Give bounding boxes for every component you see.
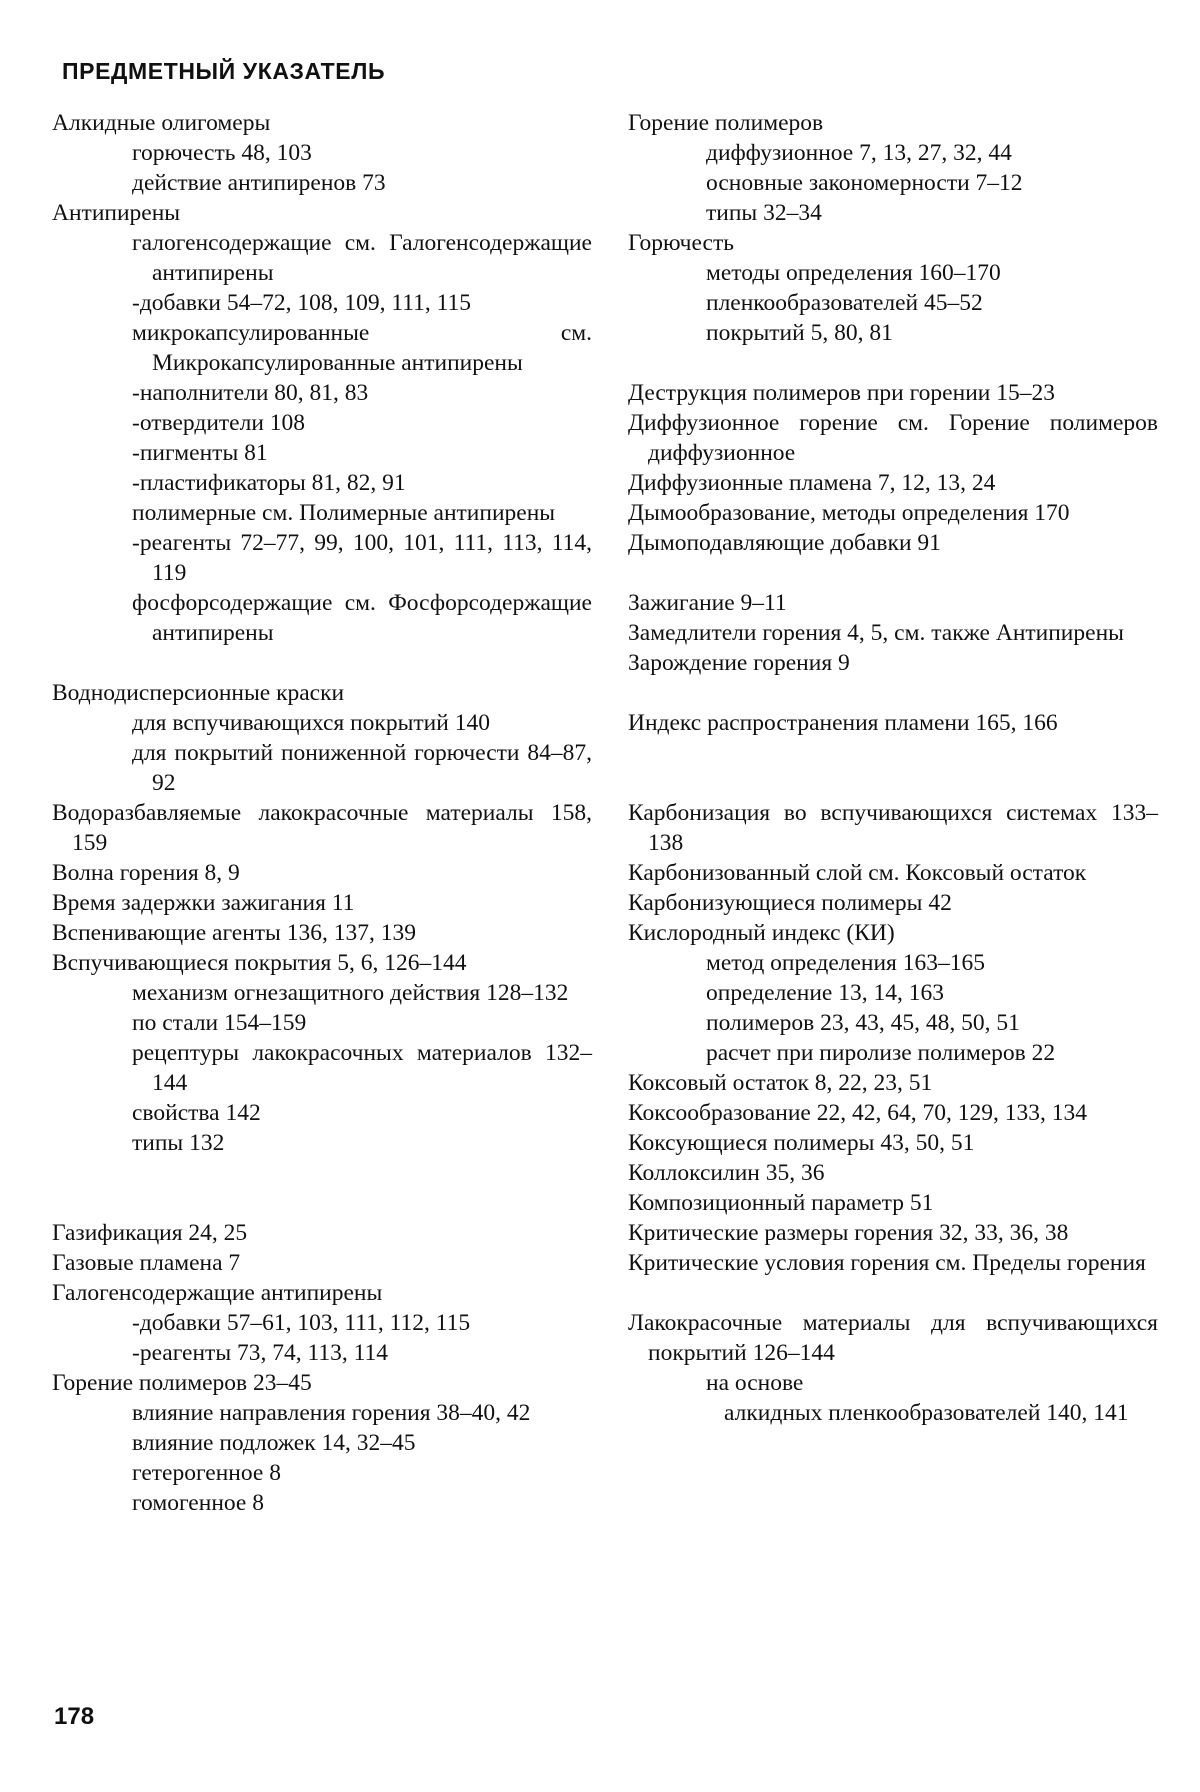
index-subentry: покрытий 5, 80, 81: [706, 320, 893, 346]
entry-spacer: [628, 558, 1158, 588]
index-entry: Волна горения 8, 9: [52, 860, 240, 886]
index-entry: Антипирены: [52, 200, 181, 226]
index-entry: Индекс распространения пламени 165, 166: [628, 710, 1058, 736]
index-entry: Деструкция полимеров при горении 15–23: [628, 380, 1055, 406]
index-entry: Коксующиеся полимеры 43, 50, 51: [628, 1130, 975, 1156]
index-entry: Горение полимеров 23–45: [52, 1370, 312, 1396]
index-subentry: фосфорсодержащие см. Фосфорсодержащие антипирены: [132, 590, 592, 646]
index-subentry: свойства 142: [132, 1100, 261, 1126]
entry-spacer: [628, 738, 1158, 768]
index-subentry: основные закономерности 7–12: [706, 170, 1023, 196]
index-column-right: [628, 108, 1158, 1428]
entry-spacer: [52, 648, 592, 678]
index-subentry: механизм огнезащитного действия 128–132: [132, 980, 569, 1006]
index-subentry: рецептуры лакокрасочных материалов 132–144: [132, 1040, 592, 1096]
index-subentry: по стали 154–159: [132, 1010, 307, 1036]
entry-spacer: [628, 768, 1158, 798]
index-column-left: [52, 108, 592, 1518]
index-subentry: -пластификаторы 81, 82, 91: [132, 470, 406, 496]
index-subentry: -отвердители 108: [132, 410, 306, 436]
entry-spacer: [52, 1188, 592, 1218]
index-subentry: влияние направления горения 38–40, 42: [132, 1400, 531, 1426]
index-subentry: -добавки 54–72, 108, 109, 111, 115: [132, 290, 472, 316]
index-entry: Горение полимеров: [628, 110, 824, 136]
entry-spacer: [628, 348, 1158, 378]
index-subentry: расчет при пиролизе полимеров 22: [706, 1040, 1056, 1066]
index-subentry: галогенсодержащие см. Галогенсодержащие антипирены: [132, 230, 592, 286]
index-subentry: горючесть 48, 103: [132, 140, 312, 166]
index-entry: Вспенивающие агенты 136, 137, 139: [52, 920, 416, 946]
index-subentry: определение 13, 14, 163: [706, 980, 944, 1006]
entry-spacer: [52, 1158, 592, 1188]
index-subentry: -пигменты 81: [132, 440, 268, 466]
index-entry: Время задержки зажигания 11: [52, 890, 355, 916]
index-subentry: -реагенты 72–77, 99, 100, 101, 111, 113, 114, 119: [132, 530, 592, 586]
index-entry: Вспучивающиеся покрытия 5, 6, 126–144: [52, 950, 467, 976]
index-entry: Диффузионное горение см. Горение полимеров диффузионное: [628, 410, 1158, 466]
index-subentry: -наполнители 80, 81, 83: [132, 380, 369, 406]
index-subentry: алкидных пленкообразователей 140, 141: [724, 1400, 1129, 1426]
index-entry: Карбонизующиеся полимеры 42: [628, 890, 952, 916]
index-subentry: типы 32–34: [706, 200, 822, 226]
index-entry: Водоразбавляемые лакокрасочные материалы 158, 159: [52, 800, 592, 856]
index-subentry: действие антипиренов 73: [132, 170, 386, 196]
index-subentry: типы 132: [132, 1130, 225, 1156]
index-entry: Коксообразование 22, 42, 64, 70, 129, 133, 134: [628, 1100, 1087, 1126]
index-subentry: пленкообразователей 45–52: [706, 290, 983, 316]
index-subentry: -реагенты 73, 74, 113, 114: [132, 1340, 388, 1366]
index-entry: Карбонизация во вспучивающихся системах 133–138: [628, 800, 1158, 856]
index-entry: Замедлители горения 4, 5, см. также Антипирены: [628, 620, 1124, 646]
index-subentry: микрокапсулированные см. Микрокапсулированные антипирены: [132, 320, 592, 376]
index-entry: Критические размеры горения 32, 33, 36, 38: [628, 1220, 1069, 1246]
page-title: ПРЕДМЕТНЫЙ УКАЗАТЕЛЬ: [62, 58, 386, 84]
index-entry: Коллоксилин 35, 36: [628, 1160, 825, 1186]
index-entry: Газовые пламена 7: [52, 1250, 241, 1276]
index-subentry: на основе: [706, 1370, 804, 1396]
index-entry: Критические условия горения см. Пределы горения: [628, 1250, 1146, 1276]
index-subentry: для вспучивающихся покрытий 140: [132, 710, 490, 736]
index-entry: Композиционный параметр 51: [628, 1190, 934, 1216]
index-entry: Зарождение горения 9: [628, 650, 850, 676]
index-entry: Галогенсодержащие антипирены: [52, 1280, 383, 1306]
index-entry: Зажигание 9–11: [628, 590, 787, 616]
index-entry: Алкидные олигомеры: [52, 110, 271, 136]
index-subentry: метод определения 163–165: [706, 950, 985, 976]
index-entry: Горючесть: [628, 230, 734, 256]
entry-spacer: [628, 1278, 1158, 1308]
index-subentry: методы определения 160–170: [706, 260, 1001, 286]
index-subentry: полимеров 23, 43, 45, 48, 50, 51: [706, 1010, 1020, 1036]
index-entry: Карбонизованный слой см. Коксовый остаток: [628, 860, 1087, 886]
index-subentry: гетерогенное 8: [132, 1460, 281, 1486]
index-subentry: -добавки 57–61, 103, 111, 112, 115: [132, 1310, 471, 1336]
index-entry: Диффузионные пламена 7, 12, 13, 24: [628, 470, 996, 496]
index-entry: Газификация 24, 25: [52, 1220, 248, 1246]
index-entry: Кислородный индекс (КИ): [628, 920, 895, 946]
index-subentry: полимерные см. Полимерные антипирены: [132, 500, 556, 526]
index-subentry: для покрытий пониженной горючести 84–87, 92: [132, 740, 592, 796]
index-entry: Дымоподавляющие добавки 91: [628, 530, 941, 556]
index-entry: Воднодисперсионные краски: [52, 680, 345, 706]
index-entry: Коксовый остаток 8, 22, 23, 51: [628, 1070, 933, 1096]
index-subentry: влияние подложек 14, 32–45: [132, 1430, 416, 1456]
index-subentry: гомогенное 8: [132, 1490, 264, 1516]
index-subentry: диффузионное 7, 13, 27, 32, 44: [706, 140, 1012, 166]
index-entry: Дымообразование, методы определения 170: [628, 500, 1070, 526]
entry-spacer: [628, 678, 1158, 708]
index-entry: Лакокрасочные материалы для вспучивающихся покрытий 126–144: [628, 1310, 1158, 1366]
page-number: 178: [54, 1703, 95, 1730]
